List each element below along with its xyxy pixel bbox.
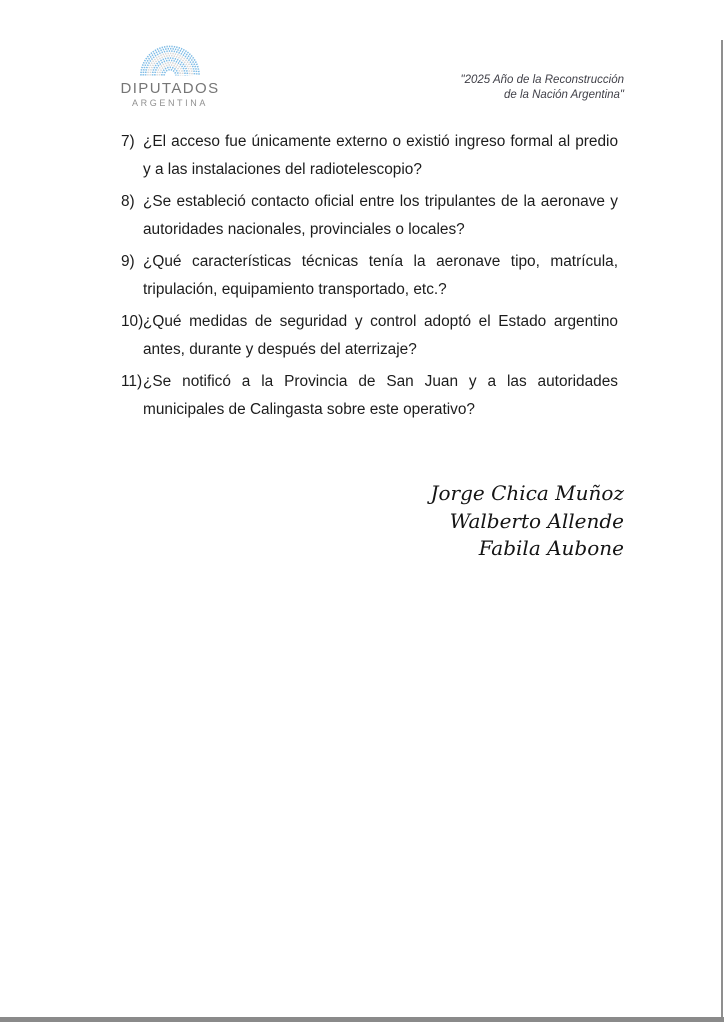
signature: Fabila Aubone	[478, 536, 624, 560]
motto-line-1: "2025 Año de la Reconstrucción	[460, 74, 624, 86]
question-text: ¿Qué medidas de seguridad y control adoptó el Estado argentino antes, durante y después del aterrizaje?	[143, 313, 618, 358]
hemicycle-dots-icon	[139, 40, 201, 78]
question-text: ¿Se notificó a la Provincia de San Juan y a las autoridades municipales de Calingasta sobre este operativo?	[143, 373, 618, 418]
question-item-8	[121, 188, 618, 244]
question-item-11	[121, 368, 618, 424]
question-text: ¿Se estableció contacto oficial entre los tripulantes de la aeronave y autoridades nacionales, provinciales o locales?	[143, 193, 618, 238]
question-item-7	[121, 128, 618, 184]
motto-line-2: de la Nación Argentina"	[503, 89, 624, 101]
question-item-10	[121, 308, 618, 364]
scan-edge-bottom	[0, 1017, 724, 1022]
question-number: 11)	[121, 373, 143, 390]
diputados-logo	[110, 40, 230, 108]
question-text: ¿Qué características técnicas tenía la aeronave tipo, matrícula, tripulación, equipamiento transportado, etc.?	[143, 253, 618, 298]
signature: Jorge Chica Muñoz	[430, 481, 624, 505]
logo-title: DIPUTADOS	[120, 80, 220, 97]
question-number: 10)	[121, 313, 144, 330]
question-number: 7)	[121, 133, 135, 150]
question-list	[121, 128, 618, 428]
signature: Walberto Allende	[449, 508, 624, 533]
question-text: ¿El acceso fue únicamente externo o existió ingreso formal al predio y a las instalaciones del radiotelescopio?	[143, 133, 618, 178]
year-motto	[461, 73, 624, 103]
question-number: 9)	[121, 253, 135, 270]
question-number: 8)	[121, 193, 135, 210]
question-item-9	[121, 248, 618, 304]
signature-block	[431, 480, 625, 563]
logo-subtitle: ARGENTINA	[132, 98, 208, 108]
scan-edge-right	[721, 40, 723, 1020]
